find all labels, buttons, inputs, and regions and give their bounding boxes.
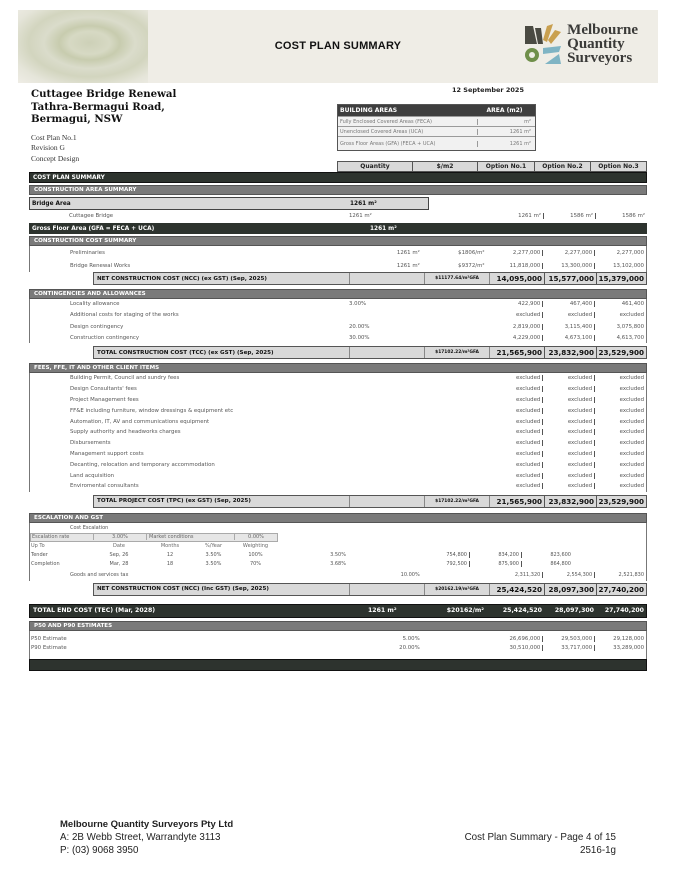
gfa-row: Gross Floor Area (GFA = FECA + UCA) 1261 m² bbox=[29, 223, 647, 234]
report-date: 12 September 2025 bbox=[452, 86, 524, 94]
project-meta: Cost Plan No.1 Revision G Concept Design bbox=[31, 132, 80, 163]
area-row: Fully Enclosed Covered Areas (FECA) m² bbox=[338, 116, 535, 126]
logo-mark-icon bbox=[523, 22, 563, 66]
footer-company: Melbourne Quantity Surveyors Pty Ltd bbox=[60, 819, 234, 830]
escalation-row-completion: Completion Mar, 28 18 3.50% 70% 3.68% 792,500 875,900 864,800 bbox=[31, 561, 571, 568]
table-row: FF&E including furniture, window dressings & equipment etc excluded excluded excluded bbox=[70, 407, 644, 414]
tcc-total: TOTAL CONSTRUCTION COST (TCC) (ex GST) (Sep, 2025) $17102.22/m²GFA 21,565,900 23,832,900 23,529,900 bbox=[93, 346, 647, 359]
page-footer bbox=[60, 818, 616, 857]
escalation-subtitle-row: Cost Escalation bbox=[70, 524, 109, 531]
escalation-table bbox=[30, 533, 278, 551]
table-row: P90 Estimate 20.00% 30,510,000 33,717,000 33,289,000 bbox=[31, 645, 645, 652]
table-row: Building Permit, Council and sundry fees excluded excluded excluded bbox=[70, 375, 644, 382]
footer-page-info bbox=[465, 831, 616, 857]
project-title: Cuttagee Bridge Renewal Tathra-Bermagui Road, Bermagui, NSW bbox=[31, 88, 177, 125]
section-cost-plan-summary: COST PLAN SUMMARY bbox=[29, 172, 647, 183]
section-header-contingencies: CONTINGENCIES AND ALLOWANCES bbox=[29, 289, 647, 299]
estimate-rows bbox=[29, 631, 647, 659]
section-header-area: CONSTRUCTION AREA SUMMARY bbox=[29, 185, 647, 195]
header-banner bbox=[18, 10, 658, 83]
footer-reference: 2516-1g bbox=[580, 845, 616, 856]
table-row: Design contingency 20.00% 2,819,000 3,115,400 3,075,800 bbox=[70, 323, 644, 330]
escalation-head-row: Up To Date Months %/Year Weighting bbox=[31, 543, 269, 550]
escalation-rate-row: Escalation rate 3.00% Market conditions 0.00% bbox=[30, 533, 278, 542]
fee-rows bbox=[29, 373, 647, 492]
table-row: Preliminaries 1261 m² $1806/m² 2,277,000 2,277,000 2,277,000 bbox=[70, 249, 644, 256]
ncc-ex-gst-total: NET CONSTRUCTION COST (NCC) (ex GST) (Sep, 2025) $11177.64/m²GFA 14,095,000 15,577,000 15,379,000 bbox=[93, 272, 647, 285]
table-row: Management support costs excluded excluded excluded bbox=[70, 450, 644, 457]
table-row: Construction contingency 30.00% 4,229,000 4,673,100 4,613,700 bbox=[70, 334, 644, 341]
footer-page-number: Cost Plan Summary - Page 4 of 15 bbox=[464, 832, 616, 843]
table-row: Project Management fees excluded excluded excluded bbox=[70, 396, 644, 403]
ncc-inc-gst-total: NET CONSTRUCTION COST (NCC) (Inc GST) (Sep, 2025) $20162.19/m²GFA 25,424,520 28,097,300 27,740,200 bbox=[93, 583, 647, 596]
bridge-area-row bbox=[29, 197, 647, 210]
project-info bbox=[31, 88, 176, 164]
table-row: Automation, IT, AV and communications equipment excluded excluded excluded bbox=[70, 418, 644, 425]
escalation-block bbox=[29, 523, 647, 581]
table-row: Additional costs for staging of the works excluded excluded excluded bbox=[70, 312, 644, 318]
footer-address: A: 2B Webb Street, Warrandyte 3113 bbox=[60, 832, 221, 843]
construction-rows bbox=[29, 246, 647, 272]
contingency-rows bbox=[29, 299, 647, 343]
table-row: P50 Estimate 5.00% 26,696,000 29,503,000 29,128,000 bbox=[31, 636, 645, 643]
section-header-escalation: ESCALATION AND GST bbox=[29, 513, 647, 523]
table-row: Design Consultants' fees excluded excluded excluded bbox=[70, 386, 644, 393]
table-end-bar bbox=[29, 659, 647, 671]
tpc-total: TOTAL PROJECT COST (TPC) (ex GST) (Sep, 2025) $17102.22/m²GFA 21,565,900 23,832,900 23,529,900 bbox=[93, 495, 647, 508]
page-title: COST PLAN SUMMARY bbox=[274, 40, 402, 52]
area-row: Unenclosed Covered Areas (UCA) 1261 m² bbox=[338, 126, 535, 136]
section-header-estimates: P50 AND P90 ESTIMATES bbox=[29, 621, 647, 631]
table-row: Enviromental consultants excluded excluded excluded bbox=[70, 483, 644, 490]
escalation-row-tender: Tender Sep, 26 12 3.50% 100% 3.50% 754,800 834,200 823,600 bbox=[31, 552, 571, 559]
table-row: Land acquisition excluded excluded excluded bbox=[70, 472, 644, 479]
bridge-area-box: Bridge Area 1261 m² bbox=[29, 197, 429, 210]
gst-row: Goods and services tax 10.00% 2,311,320 2,554,300 2,521,830 bbox=[70, 571, 644, 578]
table-row: Cuttagee Bridge 1261 m² 1261 m² 1586 m² 1586 m² bbox=[69, 213, 645, 219]
area-row: Gross Floor Areas (GFA) (FECA + UCA) 1261 m² bbox=[338, 136, 535, 150]
cost-plan-sheet bbox=[29, 172, 647, 671]
table-row: Decanting, relocation and temporary accommodation excluded excluded excluded bbox=[70, 461, 644, 468]
section-header-fees: FEES, FFE, IT AND OTHER CLIENT ITEMS bbox=[29, 363, 647, 373]
section-header-construction: CONSTRUCTION COST SUMMARY bbox=[29, 236, 647, 246]
total-end-cost-row: TOTAL END COST (TEC) (Mar, 2028) 1261 m² $20162/m² 25,424,520 28,097,300 27,740,200 bbox=[29, 604, 647, 618]
table-row: Locality allowance 3.00% 422,900 467,400 461,400 bbox=[70, 301, 644, 307]
building-areas-table bbox=[337, 104, 536, 151]
table-row: Disbursements excluded excluded excluded bbox=[70, 440, 644, 447]
table-row: Supply authority and headworks charges excluded excluded excluded bbox=[70, 429, 644, 436]
column-headers: Quantity $/m2 Option No.1 Option No.2 Option No.3 bbox=[337, 161, 647, 172]
building-areas-header: BUILDING AREAS AREA (m2) bbox=[338, 105, 535, 116]
table-row: Bridge Renewal Works 1261 m² $9372/m² 11,818,000 13,300,000 13,102,000 bbox=[70, 262, 644, 269]
footer-phone: P: (03) 9068 3950 bbox=[60, 845, 139, 856]
company-logo bbox=[523, 22, 638, 66]
logo-text: Melbourne Quantity Surveyors bbox=[567, 22, 638, 66]
